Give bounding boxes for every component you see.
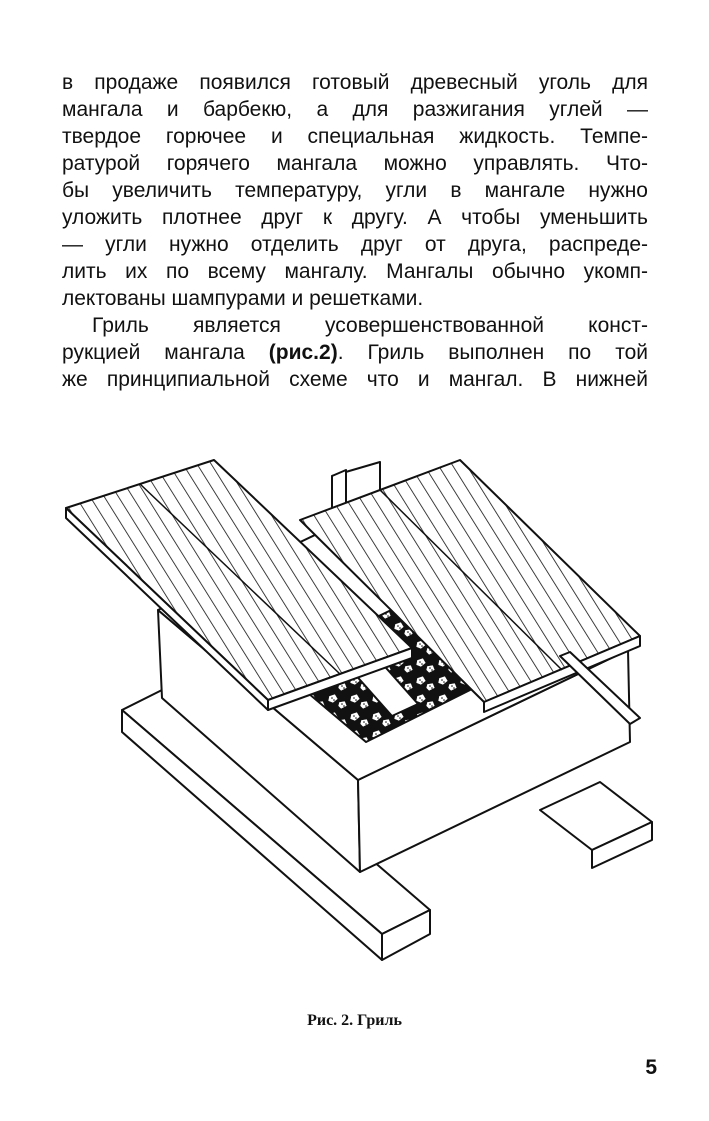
text-line: бы увеличить температуру, угли в мангале нужно — [62, 179, 648, 202]
figure-reference: (рис.2) — [268, 341, 338, 364]
grill-illustration — [40, 440, 680, 980]
text-fragment: рукцией мангала — [62, 341, 269, 364]
page-number: 5 — [645, 1056, 657, 1079]
text-line: ратурой горячего мангала можно управлять. Что- — [62, 152, 648, 175]
text-line: же принципиальной схеме что и мангал. В нижней — [62, 368, 648, 391]
figure-caption: Рис. 2. Гриль — [307, 1012, 402, 1029]
text-line: — угли нужно отделить друг от друга, распреде- — [62, 233, 648, 256]
text-line: лить их по всему мангалу. Мангалы обычно укомп- — [62, 260, 648, 283]
text-line: уложить плотнее друг к другу. А чтобы уменьшить — [62, 206, 648, 229]
text-fragment: . Гриль выполнен по той — [337, 341, 648, 364]
text-line: Гриль является усовершенствованной конст- — [92, 314, 648, 337]
text-line: твердое горючее и специальная жидкость. Темпе- — [62, 125, 648, 148]
text-line: в продаже появился готовый древесный уголь для — [62, 71, 648, 94]
text-line: лектованы шампурами и решетками. — [62, 287, 424, 310]
text-line: мангала и барбекю, а для разжигания углей — — [62, 98, 648, 121]
text-line-with-ref — [62, 340, 648, 366]
